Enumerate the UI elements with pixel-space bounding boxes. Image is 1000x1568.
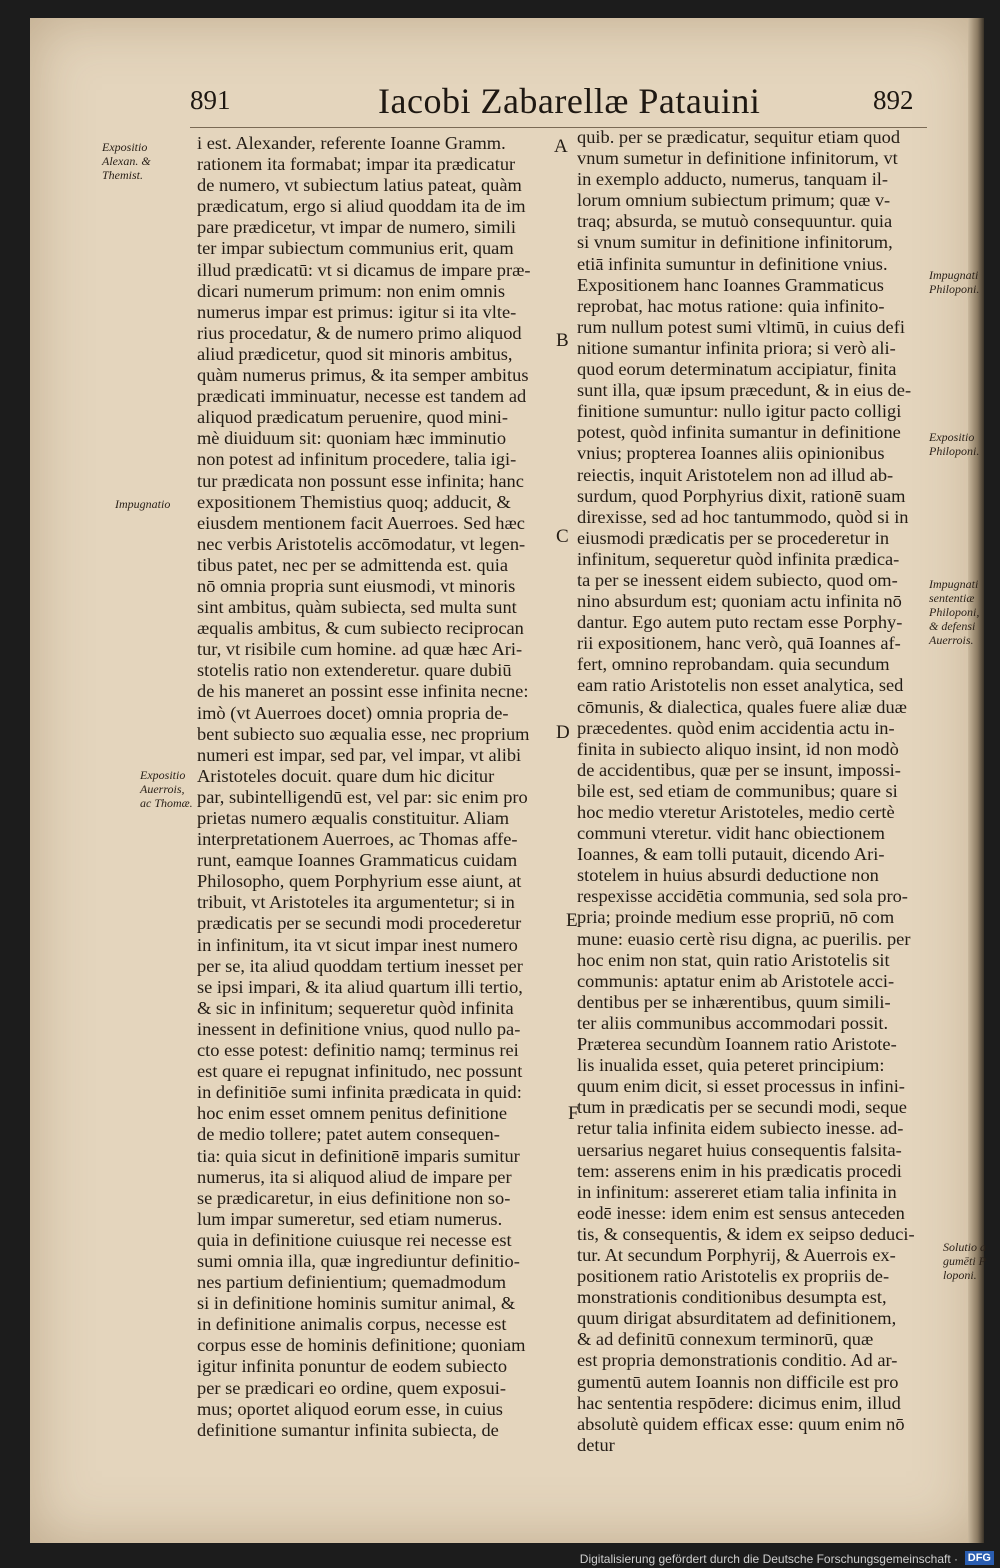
text-line: de accidentibus, quæ per se insunt, impossi- [577,759,901,780]
text-line: dantur. Ego autem puto rectam esse Porphy- [577,612,903,633]
text-line: expositionem Themistius quoq; adducit, & [197,491,511,512]
text-line: igitur infinita ponuntur de eodem subiecto [197,1356,508,1377]
text-line: tur. At secundum Porphyrij, & Auerrois ex- [577,1244,896,1265]
text-line: in definitiōe sumi infinita prædicata in quid: [197,1082,522,1103]
text-line: est quare ei repugnat infinitudo, nec possunt [197,1061,523,1082]
text-line: infinitum, sequeretur quòd infinita prædica- [577,548,900,569]
text-line: ta per se inessent eidem subiecto, quod om- [577,569,898,590]
text-line: runt, eamque Ioannes Grammaticus cuidam [197,850,518,871]
text-line: quum enim dicit, si esset processus in infini- [577,1076,905,1097]
margin-note-line: Themist. [102,168,144,182]
margin-note-line: Expositio [929,430,975,444]
text-line: monstrationis conditionibus desumpta est, [577,1287,887,1308]
margin-note-line: Auerrois, [140,782,185,796]
running-title: Iacobi Zabarellæ Patauini [378,81,761,121]
margin-note-expositio-alexandri [102,140,151,182]
text-line: stotelis ratio non extenderetur. quare dubiū [197,660,512,681]
text-line: si vnum sumitur in definitione infinitorum, [577,232,893,253]
page-number-right: 892 [873,85,914,115]
text-line: hoc enim non stat, quin ratio Aristotelis sit [577,949,890,970]
section-letter-b: B [556,330,569,351]
text-line: vnum sumetur in definitione infinitorum, vt [577,148,898,169]
section-letter-d: D [556,722,570,743]
text-line: rius procedatur, & de numero primo aliquod [197,322,522,343]
text-line: bent subiecto suo æqualia esse, nec proprium [197,723,530,744]
text-line: Aristoteles docuit. quare dum hic dicitur [197,765,495,786]
text-line: nes partium definientium; quemadmodum [197,1272,507,1293]
text-line: hoc medio vteretur Aristoteles, medio certè [577,802,895,822]
text-line: numeri est impar, sed par, vel impar, vt alibi [197,744,522,765]
text-line: & ad definitū connexum terminorū, quæ [577,1329,874,1350]
text-line: eiusdem mentionem facit Auerroes. Sed hæc [197,512,525,533]
text-line: tibus patet, nec per se admittenda est. quia [197,554,509,575]
margin-note-line: Expositio [102,140,148,154]
text-line: reprobat, hac motus ratione: quia infinito- [577,295,885,316]
text-line: numerus, ita si aliquod aliud de impare per [197,1166,512,1187]
text-line: communis: aptatur enim ab Aristotele acci- [577,970,895,991]
text-line: aliquod prædicatum peruenire, quod mini- [197,407,509,428]
margin-note-expositio-philoponi [929,430,979,458]
text-line: pria; proinde medium esse propriū, nō com [577,907,895,928]
text-line: tis, & consequentis, & idem ex seipso deduci- [577,1223,915,1244]
text-line: prædicatis per se secundi modi procederetur [197,913,522,934]
margin-note-line: Expositio [140,768,186,782]
text-line: ter impar subiectum communius erit, quam [197,238,514,259]
text-line: nino absurdum est; quoniam actu infinita nō [577,591,902,612]
margin-note-line: & defensi [929,619,976,633]
text-line: tur prædicata non possunt esse infinita; hanc [197,470,524,491]
text-line: in infinitum: assereret etiam talia infinita in [577,1181,897,1202]
text-line: tum in prædicatis per se secundi modi, seque [577,1097,907,1118]
text-line: retur talia infinita eidem subiecto inesse. ad- [577,1118,904,1139]
section-letter-c: C [556,526,569,547]
text-line: & sic in infinitum; sequeretur quòd infinita [197,997,514,1018]
text-line: communi vteretur. vidit hanc obiectionem [577,823,885,844]
funding-credit: Digitalisierung gefördert durch die Deutsche Forschungsgemeinschaft · [579,1552,958,1566]
text-line: uersarius negaret huius consequentis falsita- [577,1139,902,1160]
text-line: absolutè quidem efficax esse: quum enim nō [577,1413,905,1434]
text-line: lis inualida esset, quia peteret principium: [577,1055,885,1076]
text-line: cōmunis, & dialectica, quales fuere aliæ duæ [577,696,907,717]
text-line: gumentū autem Ioannis non difficile est pro [577,1371,899,1392]
text-line: mune: euasio certè risu digna, ac puerilis. per [577,928,911,949]
text-line: ter aliis communibus accommodari possit. [577,1012,889,1033]
text-line: quum dirigat absurditatem ad definitionem, [577,1308,897,1329]
text-line: nō omnia propria sunt eiusmodi, vt minoris [197,575,516,596]
text-line: eiusmodi prædicatis per se procederetur in [577,527,890,548]
margin-note-line: Philoponi, [929,605,980,619]
section-letter-f: F [568,1103,579,1124]
margin-note-impugnatio-philoponi [929,268,979,296]
text-line: par, subintelligendū est, vel par: sic enim pro [197,786,528,807]
text-line: se ipsi impari, & ita aliud quartum illi tertio, [197,976,523,997]
text-line: etiā infinita sumuntur in definitione vnius. [577,253,888,274]
text-line: tem: asserens enim in his prædicatis procedi [577,1160,902,1181]
margin-note-line: Alexan. & [102,154,151,168]
margin-note-line: Impugnatio [115,497,171,511]
text-line: dentibus per se inhærentibus, quum simili- [577,991,891,1012]
text-line: surdum, quod Porphyrius dixit, rationē suam [577,485,906,506]
text-line: imò (vt Auerroes docet) omnia propria de- [197,702,509,723]
left-text-column [197,133,567,1441]
right-text-column [577,127,935,1456]
text-line: mè diuiduum sit: quoniam hæc imminutio [197,428,507,449]
text-line: direxisse, sed ad hoc tantummodo, quòd si in [577,506,909,527]
text-line: corpus esse de hominis definitione; quoniam [197,1335,526,1356]
text-line: inessent in definitione vnius, quod nullo pa- [197,1018,521,1039]
text-line: sint ambitus, quàm subiecta, sed multa sunt [197,597,517,618]
margin-note-expositio-auerrois [140,768,193,810]
margin-note-line: Impugnati [929,577,979,591]
page-edge [968,18,984,1543]
text-line: cto esse potest: definitio namq; terminus rei [197,1040,519,1061]
text-line: in exemplo adducto, numerus, tanquam il- [577,169,889,190]
text-line: i est. Alexander, referente Ioanne Gramm. [197,133,506,153]
text-line: vnius; propterea Ioannes aliis opinionibus [577,443,885,464]
text-line: finitione sumuntur: nullo igitur pacto colligi [577,401,902,422]
text-line: hac sententia respōdere: dicimus enim, illud [577,1392,901,1413]
text-line: tia: quia sicut in definitionē imparis sumitur [197,1145,520,1166]
text-line: de medio tollere; patet autem consequen- [197,1124,500,1145]
text-line: traq; absurda, se mutuò consequuntur. quia [577,211,893,232]
text-line: præcedentes. quòd enim accidentia actu in- [577,717,895,738]
margin-note-impugnatio-sententiae [929,577,979,647]
text-line: mus; oportet aliquod eorum esse, in cuius [197,1398,503,1419]
text-line: in infinitum, ita vt sicut impar inest numero [197,934,518,955]
margin-note-line: Solutio a [943,1240,987,1254]
text-line: Præterea secundùm Ioannem ratio Aristote- [577,1034,897,1055]
text-line: nitione sumantur infinita priora; si verò ali- [577,337,896,358]
text-line: se prædicaretur, in eius definitione non so- [197,1187,511,1208]
text-line: est propria demonstrationis conditio. Ad ar- [577,1350,898,1371]
text-line: de his maneret an possint esse infinita necne: [197,681,529,702]
text-line: respexisse accidētia communia, sed sola pro- [577,886,908,907]
margin-note-line: sententiæ [929,591,975,605]
margin-note-impugnatio [115,497,170,511]
text-line: in definitione animalis corpus, necesse est [197,1314,507,1335]
text-line: positionem ratio Aristotelis ex propriis de- [577,1266,890,1287]
text-line: tribuit, vt Aristoteles ita argumentetur; si in [197,892,515,913]
text-line: numerus impar est primus: igitur si ita vlte- [197,301,517,322]
text-line: prædicatum, ergo si aliud quoddam ita de im [197,196,526,217]
text-line: de numero, vt subiectum latius pateat, quàm [197,175,522,196]
section-letter-a: A [554,136,568,157]
text-line: non potest ad infinitum procedere, talia igi- [197,449,517,470]
text-line: detur [577,1434,615,1455]
text-line: pare prædicetur, vt impar de numero, simili [197,217,516,238]
dfg-logo: DFG [965,1551,994,1565]
text-line: sumi omnia illa, quæ ingrediuntur definitio- [197,1250,520,1271]
text-line: fert, omnino reprobandam. quia secundum [577,654,890,675]
text-line: quia in definitione cuiusque rei necesse est [197,1229,512,1250]
text-line: hoc enim esset omnem penitus definitione [197,1103,508,1124]
text-line: interpretationem Auerroes, ac Thomas affe- [197,829,518,850]
text-line: per se prædicari eo ordine, quem exposui- [197,1377,506,1398]
text-line: finita in subiecto aliquo insint, id non modò [577,738,899,759]
text-line: eam ratio Aristotelis non esset analytica, sed [577,675,904,696]
text-line: sunt illa, quæ ipsum præcedunt, & in eius de- [577,380,912,401]
text-line: per se, ita aliud quoddam tertium inesset per [197,955,523,976]
text-line: nec verbis Aristotelis accōmodatur, vt legen- [197,533,526,554]
text-line: prædicati imminuatur, necesse est tandem ad [197,386,527,407]
text-line: potest, quòd infinita sumantur in definitione [577,422,901,443]
margin-note-line: ac Thomæ. [140,796,193,810]
section-letter-e: E [566,910,578,931]
margin-note-line: Auerrois. [929,633,974,647]
text-line: eodē inesse: idem enim est sensus anteceden [577,1202,905,1223]
text-line: rum nullum potest sumi vltimū, in cuius defi [577,316,905,337]
margin-note-line: Impugnati [929,268,979,282]
text-line: tur, vt risibile cum homine. ad quæ hæc Ari- [197,639,523,660]
text-line: æqualis ambitus, & cum subiecto reciprocan [197,618,524,639]
margin-note-solutio [943,1240,986,1282]
text-line: bile est, sed etiam de communibus; quare si [577,780,898,801]
text-line: Expositionem hanc Ioannes Grammaticus [577,274,884,295]
text-line: stotelem in huius absurdi deductione non [577,865,879,886]
margin-note-line: Philoponi. [929,444,980,458]
text-line: quib. per se prædicatur, sequitur etiam quod [577,127,901,147]
text-line: lum impar sumeretur, sed etiam numerus. [197,1208,503,1229]
text-line: reiectis, inquit Aristotelem non ad illud ab- [577,464,894,485]
text-line: si in definitione hominis sumitur animal, & [197,1293,516,1314]
text-line: dicari numerum primum: non enim omnis [197,280,505,301]
text-line: illud prædicatū: vt si dicamus de impare præ- [197,259,531,280]
margin-note-line: loponi. [943,1268,977,1282]
margin-note-line: gumēti P [943,1254,986,1268]
text-line: definitione sumantur infinita subiecta, de [197,1419,499,1440]
text-line: lorum omnium subiectum primum; quæ v- [577,190,891,211]
text-line: rationem ita formabat; impar ita prædicatur [197,154,516,175]
text-line: prietas numero æqualis constituitur. Aliam [197,808,510,828]
text-line: Philosopho, quem Porphyrium esse aiunt, at [197,871,522,892]
text-line: Ioannes, & eam tolli putauit, dicendo Ari- [577,844,885,865]
page-number-left: 891 [190,85,231,115]
margin-note-line: Philoponi. [929,282,980,296]
text-line: quod eorum determinatum accipiatur, finita [577,359,897,380]
text-line: rii expositionem, hanc verò, quā Ioannes af- [577,633,901,654]
text-line: quàm numerus primus, & ita semper ambitus [197,365,529,386]
text-line: aliud prædicetur, quod sit minoris ambitus, [197,343,513,364]
